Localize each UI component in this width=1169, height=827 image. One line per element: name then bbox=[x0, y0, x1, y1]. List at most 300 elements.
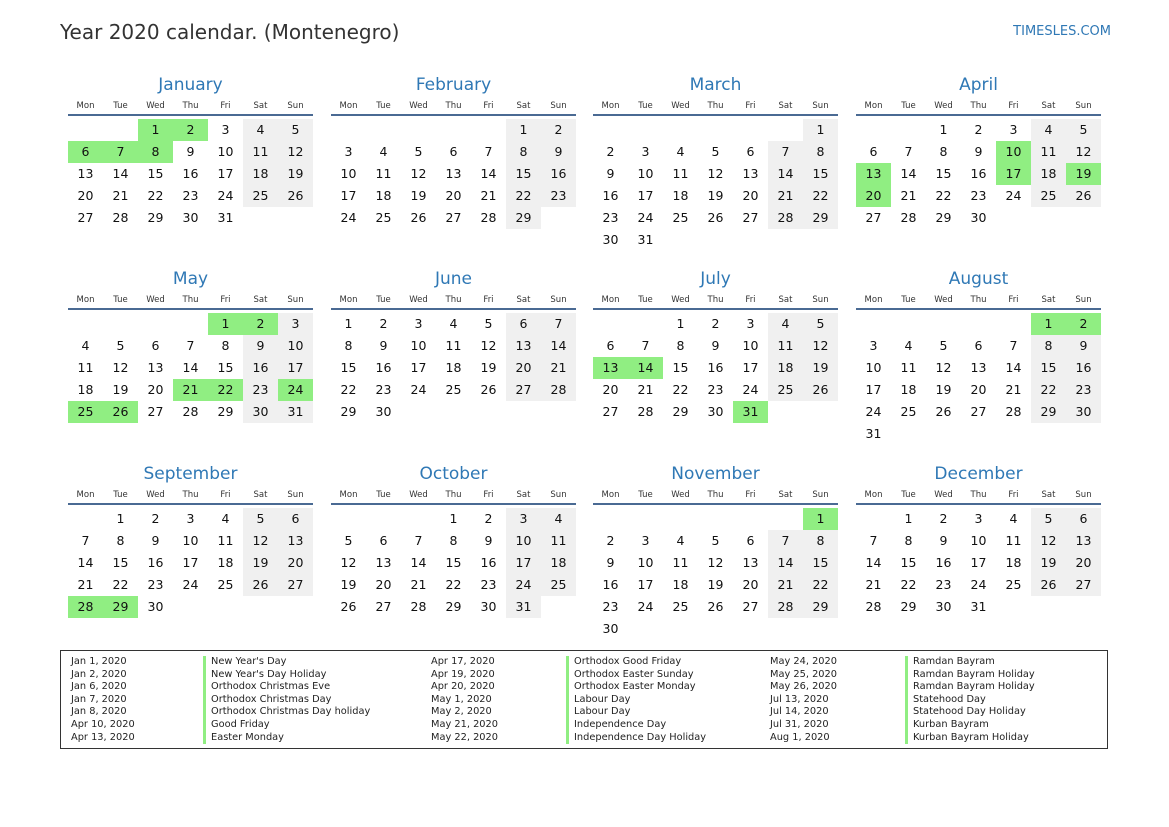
day-cell[interactable]: 26 bbox=[935, 404, 952, 419]
day-cell[interactable]: 6 bbox=[151, 338, 160, 353]
day-cell[interactable]: 4 bbox=[221, 511, 230, 526]
day-cell[interactable]: 14 bbox=[480, 166, 497, 181]
weekend-day-cell[interactable]: 29 bbox=[803, 596, 838, 618]
weekend-day-cell[interactable]: 22 bbox=[803, 185, 838, 207]
day-cell[interactable]: 1 bbox=[449, 511, 458, 526]
weekend-day-cell[interactable]: 19 bbox=[1031, 552, 1066, 574]
day-cell[interactable]: 30 bbox=[602, 621, 619, 636]
weekend-day-cell[interactable]: 1 bbox=[506, 119, 541, 141]
day-cell[interactable]: 4 bbox=[676, 533, 685, 548]
day-cell[interactable]: 26 bbox=[340, 599, 357, 614]
weekend-day-cell[interactable]: 16 bbox=[541, 163, 576, 185]
day-cell[interactable]: 13 bbox=[375, 555, 392, 570]
day-cell[interactable]: 28 bbox=[1005, 404, 1022, 419]
day-cell[interactable]: 25 bbox=[900, 404, 917, 419]
day-cell[interactable]: 31 bbox=[865, 426, 882, 441]
weekend-day-cell[interactable]: 20 bbox=[1066, 552, 1101, 574]
holiday-day-cell[interactable]: 13 bbox=[593, 357, 628, 379]
weekend-day-cell[interactable]: 28 bbox=[541, 379, 576, 401]
weekend-day-cell[interactable]: 26 bbox=[803, 379, 838, 401]
day-cell[interactable]: 11 bbox=[217, 533, 234, 548]
day-cell[interactable]: 2 bbox=[151, 511, 160, 526]
day-cell[interactable]: 29 bbox=[445, 599, 462, 614]
weekend-day-cell[interactable]: 24 bbox=[506, 574, 541, 596]
day-cell[interactable]: 28 bbox=[865, 599, 882, 614]
day-cell[interactable]: 25 bbox=[1005, 577, 1022, 592]
day-cell[interactable]: 9 bbox=[711, 338, 720, 353]
weekend-day-cell[interactable]: 18 bbox=[1031, 163, 1066, 185]
day-cell[interactable]: 14 bbox=[900, 166, 917, 181]
day-cell[interactable]: 17 bbox=[637, 188, 654, 203]
day-cell[interactable]: 23 bbox=[375, 382, 392, 397]
day-cell[interactable]: 16 bbox=[375, 360, 392, 375]
day-cell[interactable]: 26 bbox=[480, 382, 497, 397]
weekend-day-cell[interactable]: 15 bbox=[1031, 357, 1066, 379]
day-cell[interactable]: 21 bbox=[77, 577, 94, 592]
weekend-day-cell[interactable]: 13 bbox=[506, 335, 541, 357]
weekend-day-cell[interactable]: 11 bbox=[243, 141, 278, 163]
day-cell[interactable]: 24 bbox=[865, 404, 882, 419]
weekend-day-cell[interactable]: 17 bbox=[506, 552, 541, 574]
day-cell[interactable]: 9 bbox=[379, 338, 388, 353]
weekend-day-cell[interactable]: 4 bbox=[768, 313, 803, 335]
weekend-day-cell[interactable]: 29 bbox=[1031, 401, 1066, 423]
day-cell[interactable]: 12 bbox=[707, 166, 724, 181]
day-cell[interactable]: 30 bbox=[375, 404, 392, 419]
day-cell[interactable]: 12 bbox=[480, 338, 497, 353]
holiday-day-cell[interactable]: 22 bbox=[208, 379, 243, 401]
weekend-day-cell[interactable]: 21 bbox=[768, 185, 803, 207]
day-cell[interactable]: 5 bbox=[484, 316, 493, 331]
day-cell[interactable]: 18 bbox=[1005, 555, 1022, 570]
weekend-day-cell[interactable]: 7 bbox=[768, 141, 803, 163]
day-cell[interactable]: 29 bbox=[672, 404, 689, 419]
day-cell[interactable]: 1 bbox=[676, 316, 685, 331]
day-cell[interactable]: 2 bbox=[606, 144, 615, 159]
day-cell[interactable]: 28 bbox=[480, 210, 497, 225]
day-cell[interactable]: 24 bbox=[742, 382, 759, 397]
weekend-day-cell[interactable]: 5 bbox=[278, 119, 313, 141]
weekend-day-cell[interactable]: 15 bbox=[803, 163, 838, 185]
day-cell[interactable]: 13 bbox=[445, 166, 462, 181]
weekend-day-cell[interactable]: 11 bbox=[768, 335, 803, 357]
day-cell[interactable]: 29 bbox=[340, 404, 357, 419]
day-cell[interactable]: 1 bbox=[904, 511, 913, 526]
day-cell[interactable]: 23 bbox=[970, 188, 987, 203]
day-cell[interactable]: 3 bbox=[641, 144, 650, 159]
day-cell[interactable]: 23 bbox=[182, 188, 199, 203]
day-cell[interactable]: 30 bbox=[480, 599, 497, 614]
day-cell[interactable]: 8 bbox=[939, 144, 948, 159]
weekend-day-cell[interactable]: 29 bbox=[506, 207, 541, 229]
day-cell[interactable]: 3 bbox=[221, 122, 230, 137]
day-cell[interactable]: 21 bbox=[1005, 382, 1022, 397]
weekend-day-cell[interactable]: 15 bbox=[803, 552, 838, 574]
holiday-day-cell[interactable]: 6 bbox=[68, 141, 103, 163]
day-cell[interactable]: 23 bbox=[707, 382, 724, 397]
day-cell[interactable]: 18 bbox=[375, 188, 392, 203]
day-cell[interactable]: 30 bbox=[147, 599, 164, 614]
weekend-day-cell[interactable]: 21 bbox=[541, 357, 576, 379]
day-cell[interactable]: 22 bbox=[900, 577, 917, 592]
weekend-day-cell[interactable]: 19 bbox=[243, 552, 278, 574]
weekend-day-cell[interactable]: 20 bbox=[506, 357, 541, 379]
weekend-day-cell[interactable]: 8 bbox=[803, 530, 838, 552]
day-cell[interactable]: 23 bbox=[935, 577, 952, 592]
weekend-day-cell[interactable]: 23 bbox=[541, 185, 576, 207]
weekend-day-cell[interactable]: 27 bbox=[1066, 574, 1101, 596]
day-cell[interactable]: 30 bbox=[602, 232, 619, 247]
holiday-day-cell[interactable]: 13 bbox=[856, 163, 891, 185]
weekend-day-cell[interactable]: 14 bbox=[768, 552, 803, 574]
day-cell[interactable]: 23 bbox=[147, 577, 164, 592]
day-cell[interactable]: 25 bbox=[217, 577, 234, 592]
day-cell[interactable]: 5 bbox=[711, 533, 720, 548]
day-cell[interactable]: 5 bbox=[939, 338, 948, 353]
holiday-day-cell[interactable]: 20 bbox=[856, 185, 891, 207]
day-cell[interactable]: 28 bbox=[900, 210, 917, 225]
weekend-day-cell[interactable]: 4 bbox=[1031, 119, 1066, 141]
weekend-day-cell[interactable]: 12 bbox=[1066, 141, 1101, 163]
weekend-day-cell[interactable]: 1 bbox=[803, 119, 838, 141]
holiday-day-cell[interactable]: 31 bbox=[733, 401, 768, 423]
day-cell[interactable]: 19 bbox=[410, 188, 427, 203]
day-cell[interactable]: 6 bbox=[379, 533, 388, 548]
holiday-day-cell[interactable]: 1 bbox=[1031, 313, 1066, 335]
day-cell[interactable]: 5 bbox=[711, 144, 720, 159]
weekend-day-cell[interactable]: 6 bbox=[506, 313, 541, 335]
day-cell[interactable]: 26 bbox=[707, 599, 724, 614]
weekend-day-cell[interactable]: 26 bbox=[243, 574, 278, 596]
day-cell[interactable]: 12 bbox=[410, 166, 427, 181]
day-cell[interactable]: 14 bbox=[112, 166, 129, 181]
day-cell[interactable]: 13 bbox=[77, 166, 94, 181]
weekend-day-cell[interactable]: 31 bbox=[506, 596, 541, 618]
day-cell[interactable]: 17 bbox=[970, 555, 987, 570]
day-cell[interactable]: 17 bbox=[637, 577, 654, 592]
day-cell[interactable]: 2 bbox=[606, 533, 615, 548]
day-cell[interactable]: 18 bbox=[217, 555, 234, 570]
day-cell[interactable]: 19 bbox=[707, 577, 724, 592]
day-cell[interactable]: 23 bbox=[602, 210, 619, 225]
holiday-day-cell[interactable]: 10 bbox=[996, 141, 1031, 163]
weekend-day-cell[interactable]: 19 bbox=[278, 163, 313, 185]
weekend-day-cell[interactable]: 28 bbox=[768, 207, 803, 229]
day-cell[interactable]: 15 bbox=[445, 555, 462, 570]
day-cell[interactable]: 6 bbox=[746, 533, 755, 548]
day-cell[interactable]: 20 bbox=[742, 188, 759, 203]
day-cell[interactable]: 30 bbox=[970, 210, 987, 225]
day-cell[interactable]: 14 bbox=[865, 555, 882, 570]
day-cell[interactable]: 20 bbox=[970, 382, 987, 397]
day-cell[interactable]: 4 bbox=[676, 144, 685, 159]
day-cell[interactable]: 7 bbox=[1009, 338, 1018, 353]
day-cell[interactable]: 11 bbox=[77, 360, 94, 375]
day-cell[interactable]: 24 bbox=[182, 577, 199, 592]
day-cell[interactable]: 9 bbox=[484, 533, 493, 548]
day-cell[interactable]: 20 bbox=[77, 188, 94, 203]
day-cell[interactable]: 19 bbox=[707, 188, 724, 203]
day-cell[interactable]: 18 bbox=[900, 382, 917, 397]
weekend-day-cell[interactable]: 19 bbox=[803, 357, 838, 379]
day-cell[interactable]: 4 bbox=[1009, 511, 1018, 526]
weekend-day-cell[interactable]: 9 bbox=[541, 141, 576, 163]
day-cell[interactable]: 10 bbox=[970, 533, 987, 548]
day-cell[interactable]: 3 bbox=[344, 144, 353, 159]
day-cell[interactable]: 7 bbox=[641, 338, 650, 353]
weekend-day-cell[interactable]: 11 bbox=[541, 530, 576, 552]
day-cell[interactable]: 11 bbox=[375, 166, 392, 181]
day-cell[interactable]: 15 bbox=[900, 555, 917, 570]
day-cell[interactable]: 9 bbox=[606, 166, 615, 181]
weekend-day-cell[interactable]: 22 bbox=[1031, 379, 1066, 401]
day-cell[interactable]: 20 bbox=[147, 382, 164, 397]
day-cell[interactable]: 8 bbox=[676, 338, 685, 353]
day-cell[interactable]: 15 bbox=[935, 166, 952, 181]
day-cell[interactable]: 25 bbox=[445, 382, 462, 397]
day-cell[interactable]: 12 bbox=[935, 360, 952, 375]
day-cell[interactable]: 13 bbox=[742, 166, 759, 181]
day-cell[interactable]: 3 bbox=[869, 338, 878, 353]
day-cell[interactable]: 24 bbox=[1005, 188, 1022, 203]
day-cell[interactable]: 17 bbox=[340, 188, 357, 203]
day-cell[interactable]: 9 bbox=[974, 144, 983, 159]
day-cell[interactable]: 27 bbox=[865, 210, 882, 225]
weekend-day-cell[interactable]: 5 bbox=[243, 508, 278, 530]
day-cell[interactable]: 24 bbox=[970, 577, 987, 592]
weekend-day-cell[interactable]: 5 bbox=[803, 313, 838, 335]
day-cell[interactable]: 14 bbox=[1005, 360, 1022, 375]
weekend-day-cell[interactable]: 16 bbox=[1066, 357, 1101, 379]
day-cell[interactable]: 3 bbox=[414, 316, 423, 331]
weekend-day-cell[interactable]: 8 bbox=[1031, 335, 1066, 357]
weekend-day-cell[interactable]: 5 bbox=[1066, 119, 1101, 141]
day-cell[interactable]: 27 bbox=[375, 599, 392, 614]
weekend-day-cell[interactable]: 8 bbox=[803, 141, 838, 163]
day-cell[interactable]: 17 bbox=[865, 382, 882, 397]
day-cell[interactable]: 3 bbox=[641, 533, 650, 548]
day-cell[interactable]: 16 bbox=[935, 555, 952, 570]
day-cell[interactable]: 20 bbox=[375, 577, 392, 592]
holiday-day-cell[interactable]: 2 bbox=[1066, 313, 1101, 335]
weekend-day-cell[interactable]: 9 bbox=[243, 335, 278, 357]
day-cell[interactable]: 29 bbox=[900, 599, 917, 614]
weekend-day-cell[interactable]: 4 bbox=[541, 508, 576, 530]
day-cell[interactable]: 22 bbox=[112, 577, 129, 592]
day-cell[interactable]: 6 bbox=[606, 338, 615, 353]
day-cell[interactable]: 23 bbox=[602, 599, 619, 614]
day-cell[interactable]: 3 bbox=[974, 511, 983, 526]
weekend-day-cell[interactable]: 23 bbox=[243, 379, 278, 401]
day-cell[interactable]: 7 bbox=[869, 533, 878, 548]
day-cell[interactable]: 24 bbox=[340, 210, 357, 225]
day-cell[interactable]: 19 bbox=[480, 360, 497, 375]
day-cell[interactable]: 1 bbox=[939, 122, 948, 137]
weekend-day-cell[interactable]: 6 bbox=[1066, 508, 1101, 530]
day-cell[interactable]: 13 bbox=[742, 555, 759, 570]
day-cell[interactable]: 16 bbox=[480, 555, 497, 570]
weekend-day-cell[interactable]: 16 bbox=[243, 357, 278, 379]
day-cell[interactable]: 2 bbox=[711, 316, 720, 331]
weekend-day-cell[interactable]: 29 bbox=[803, 207, 838, 229]
day-cell[interactable]: 27 bbox=[742, 210, 759, 225]
day-cell[interactable]: 4 bbox=[379, 144, 388, 159]
day-cell[interactable]: 19 bbox=[340, 577, 357, 592]
day-cell[interactable]: 1 bbox=[344, 316, 353, 331]
day-cell[interactable]: 7 bbox=[414, 533, 423, 548]
weekend-day-cell[interactable]: 8 bbox=[506, 141, 541, 163]
day-cell[interactable]: 10 bbox=[742, 338, 759, 353]
day-cell[interactable]: 11 bbox=[445, 338, 462, 353]
day-cell[interactable]: 8 bbox=[904, 533, 913, 548]
day-cell[interactable]: 31 bbox=[637, 232, 654, 247]
weekend-day-cell[interactable]: 9 bbox=[1066, 335, 1101, 357]
weekend-day-cell[interactable]: 13 bbox=[278, 530, 313, 552]
day-cell[interactable]: 2 bbox=[974, 122, 983, 137]
day-cell[interactable]: 6 bbox=[746, 144, 755, 159]
day-cell[interactable]: 3 bbox=[186, 511, 195, 526]
weekend-day-cell[interactable]: 2 bbox=[541, 119, 576, 141]
day-cell[interactable]: 17 bbox=[410, 360, 427, 375]
weekend-day-cell[interactable]: 26 bbox=[278, 185, 313, 207]
day-cell[interactable]: 3 bbox=[746, 316, 755, 331]
weekend-day-cell[interactable]: 11 bbox=[1031, 141, 1066, 163]
day-cell[interactable]: 9 bbox=[151, 533, 160, 548]
day-cell[interactable]: 23 bbox=[480, 577, 497, 592]
day-cell[interactable]: 11 bbox=[900, 360, 917, 375]
day-cell[interactable]: 28 bbox=[112, 210, 129, 225]
day-cell[interactable]: 9 bbox=[939, 533, 948, 548]
day-cell[interactable]: 15 bbox=[340, 360, 357, 375]
day-cell[interactable]: 24 bbox=[637, 210, 654, 225]
day-cell[interactable]: 21 bbox=[410, 577, 427, 592]
day-cell[interactable]: 10 bbox=[637, 555, 654, 570]
day-cell[interactable]: 10 bbox=[182, 533, 199, 548]
day-cell[interactable]: 11 bbox=[1005, 533, 1022, 548]
weekend-day-cell[interactable]: 14 bbox=[768, 163, 803, 185]
day-cell[interactable]: 15 bbox=[672, 360, 689, 375]
day-cell[interactable]: 24 bbox=[637, 599, 654, 614]
day-cell[interactable]: 18 bbox=[672, 577, 689, 592]
weekend-day-cell[interactable]: 25 bbox=[243, 185, 278, 207]
day-cell[interactable]: 30 bbox=[182, 210, 199, 225]
holiday-day-cell[interactable]: 2 bbox=[173, 119, 208, 141]
day-cell[interactable]: 4 bbox=[904, 338, 913, 353]
day-cell[interactable]: 10 bbox=[410, 338, 427, 353]
holiday-day-cell[interactable]: 21 bbox=[173, 379, 208, 401]
day-cell[interactable]: 8 bbox=[344, 338, 353, 353]
day-cell[interactable]: 4 bbox=[81, 338, 90, 353]
weekend-day-cell[interactable]: 6 bbox=[278, 508, 313, 530]
day-cell[interactable]: 5 bbox=[116, 338, 125, 353]
weekend-day-cell[interactable]: 18 bbox=[768, 357, 803, 379]
weekend-day-cell[interactable]: 22 bbox=[506, 185, 541, 207]
weekend-day-cell[interactable]: 30 bbox=[243, 401, 278, 423]
holiday-day-cell[interactable]: 1 bbox=[208, 313, 243, 335]
day-cell[interactable]: 10 bbox=[865, 360, 882, 375]
day-cell[interactable]: 22 bbox=[340, 382, 357, 397]
day-cell[interactable]: 10 bbox=[340, 166, 357, 181]
day-cell[interactable]: 21 bbox=[637, 382, 654, 397]
day-cell[interactable]: 15 bbox=[147, 166, 164, 181]
holiday-day-cell[interactable]: 24 bbox=[278, 379, 313, 401]
holiday-day-cell[interactable]: 19 bbox=[1066, 163, 1101, 185]
day-cell[interactable]: 16 bbox=[147, 555, 164, 570]
day-cell[interactable]: 20 bbox=[602, 382, 619, 397]
day-cell[interactable]: 27 bbox=[445, 210, 462, 225]
holiday-day-cell[interactable]: 25 bbox=[68, 401, 103, 423]
weekend-day-cell[interactable]: 27 bbox=[278, 574, 313, 596]
day-cell[interactable]: 14 bbox=[77, 555, 94, 570]
day-cell[interactable]: 5 bbox=[344, 533, 353, 548]
day-cell[interactable]: 15 bbox=[217, 360, 234, 375]
day-cell[interactable]: 6 bbox=[974, 338, 983, 353]
day-cell[interactable]: 10 bbox=[637, 166, 654, 181]
weekend-day-cell[interactable]: 25 bbox=[1031, 185, 1066, 207]
day-cell[interactable]: 5 bbox=[414, 144, 423, 159]
weekend-day-cell[interactable]: 23 bbox=[1066, 379, 1101, 401]
day-cell[interactable]: 22 bbox=[672, 382, 689, 397]
day-cell[interactable]: 21 bbox=[900, 188, 917, 203]
day-cell[interactable]: 27 bbox=[602, 404, 619, 419]
site-link[interactable]: TIMESLES.COM bbox=[1013, 24, 1111, 39]
day-cell[interactable]: 14 bbox=[410, 555, 427, 570]
day-cell[interactable]: 26 bbox=[410, 210, 427, 225]
weekend-day-cell[interactable]: 10 bbox=[506, 530, 541, 552]
weekend-day-cell[interactable]: 7 bbox=[541, 313, 576, 335]
day-cell[interactable]: 9 bbox=[606, 555, 615, 570]
day-cell[interactable]: 31 bbox=[217, 210, 234, 225]
day-cell[interactable]: 28 bbox=[410, 599, 427, 614]
day-cell[interactable]: 9 bbox=[186, 144, 195, 159]
day-cell[interactable]: 6 bbox=[449, 144, 458, 159]
day-cell[interactable]: 14 bbox=[182, 360, 199, 375]
day-cell[interactable]: 29 bbox=[147, 210, 164, 225]
day-cell[interactable]: 7 bbox=[904, 144, 913, 159]
weekend-day-cell[interactable]: 13 bbox=[1066, 530, 1101, 552]
holiday-day-cell[interactable]: 1 bbox=[138, 119, 173, 141]
day-cell[interactable]: 16 bbox=[970, 166, 987, 181]
day-cell[interactable]: 13 bbox=[147, 360, 164, 375]
day-cell[interactable]: 12 bbox=[707, 555, 724, 570]
day-cell[interactable]: 17 bbox=[742, 360, 759, 375]
day-cell[interactable]: 1 bbox=[116, 511, 125, 526]
day-cell[interactable]: 8 bbox=[221, 338, 230, 353]
day-cell[interactable]: 22 bbox=[445, 577, 462, 592]
holiday-day-cell[interactable]: 2 bbox=[243, 313, 278, 335]
day-cell[interactable]: 16 bbox=[602, 188, 619, 203]
day-cell[interactable]: 18 bbox=[672, 188, 689, 203]
day-cell[interactable]: 28 bbox=[637, 404, 654, 419]
day-cell[interactable]: 15 bbox=[112, 555, 129, 570]
day-cell[interactable]: 18 bbox=[77, 382, 94, 397]
day-cell[interactable]: 10 bbox=[217, 144, 234, 159]
weekend-day-cell[interactable]: 14 bbox=[541, 335, 576, 357]
weekend-day-cell[interactable]: 30 bbox=[1066, 401, 1101, 423]
day-cell[interactable]: 13 bbox=[970, 360, 987, 375]
weekend-day-cell[interactable]: 17 bbox=[278, 357, 313, 379]
weekend-day-cell[interactable]: 25 bbox=[768, 379, 803, 401]
day-cell[interactable]: 12 bbox=[112, 360, 129, 375]
day-cell[interactable]: 22 bbox=[147, 188, 164, 203]
day-cell[interactable]: 26 bbox=[707, 210, 724, 225]
day-cell[interactable]: 8 bbox=[116, 533, 125, 548]
weekend-day-cell[interactable]: 26 bbox=[1031, 574, 1066, 596]
holiday-day-cell[interactable]: 7 bbox=[103, 141, 138, 163]
day-cell[interactable]: 31 bbox=[970, 599, 987, 614]
day-cell[interactable]: 20 bbox=[445, 188, 462, 203]
holiday-day-cell[interactable]: 14 bbox=[628, 357, 663, 379]
